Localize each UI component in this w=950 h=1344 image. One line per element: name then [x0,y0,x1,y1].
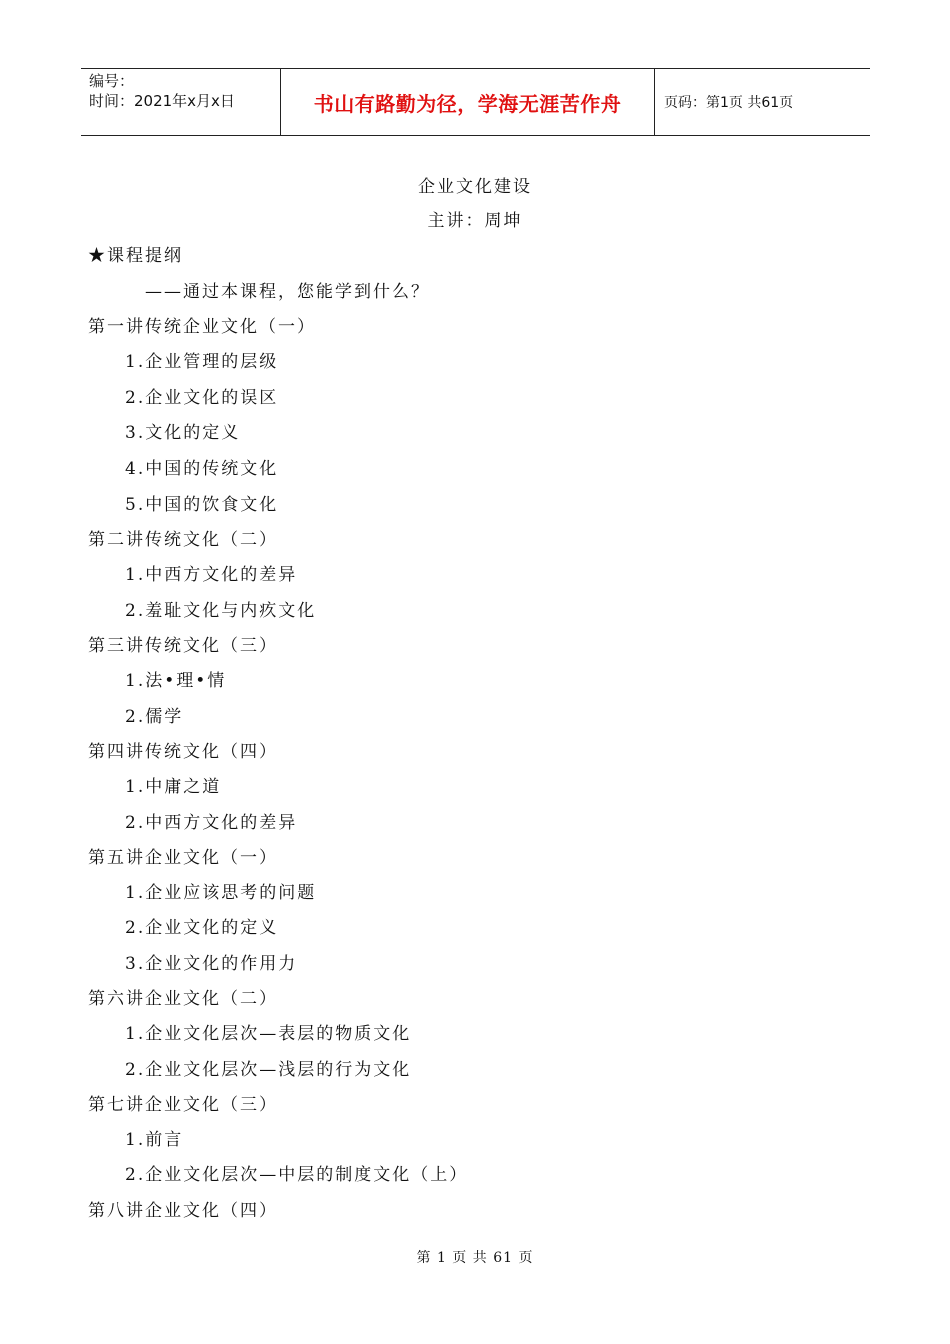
header-meta [81,69,281,135]
number-label: 编号： [89,72,135,90]
header-page-info: 页码：第1页 共61页 [664,95,794,111]
lecture-item: 4.中国的传统文化 [125,459,279,479]
outline-intro: ——通过本课程，您能学到什么？ [145,282,430,302]
time-label: 时间：2021年x月x日 [89,92,235,110]
lecture-item: 1.企业管理的层级 [125,352,279,372]
lecture-item: 2.羞耻文化与内疚文化 [125,601,317,621]
outline-heading: ★课程提纲 [88,246,183,266]
lecture-heading: 第四讲传统文化（四） [88,742,278,762]
lecture-heading: 第一讲传统企业文化（一） [88,317,316,337]
header-motto: 书山有路勤为径，学海无涯苦作舟 [281,69,655,135]
lecture-item: 2.中西方文化的差异 [125,813,298,833]
lecturer-line: 主讲：周坤 [427,211,523,231]
lecture-item: 1.法•理•情 [125,671,227,691]
lecture-item: 1.企业应该思考的问题 [125,883,317,903]
lecture-heading: 第七讲企业文化（三） [88,1095,278,1115]
lecture-item: 1.企业文化层次—表层的物质文化 [125,1024,412,1044]
lecture-item: 3.文化的定义 [125,423,241,443]
lecture-heading: 第三讲传统文化（三） [88,636,278,656]
lecture-item: 1.中西方文化的差异 [125,565,298,585]
document-title: 企业文化建设 [418,177,532,197]
page-header [81,68,870,136]
lecture-item: 2.企业文化的误区 [125,388,279,408]
page-footer: 第 1 页 共 61 页 [416,1250,534,1266]
lecture-item: 5.中国的饮食文化 [125,495,279,515]
lecture-item: 2.企业文化的定义 [125,918,279,938]
lecture-heading: 第二讲传统文化（二） [88,530,278,550]
lecture-heading: 第五讲企业文化（一） [88,848,278,868]
lecture-item: 3.企业文化的作用力 [125,954,298,974]
lecture-item: 2.企业文化层次—浅层的行为文化 [125,1060,412,1080]
lecture-item: 2.企业文化层次—中层的制度文化（上） [125,1165,469,1185]
lecture-item: 1.前言 [125,1130,184,1150]
lecture-item: 1.中庸之道 [125,777,222,797]
lecture-heading: 第八讲企业文化（四） [88,1201,278,1221]
lecture-item: 2.儒学 [125,707,184,727]
lecture-heading: 第六讲企业文化（二） [88,989,278,1009]
